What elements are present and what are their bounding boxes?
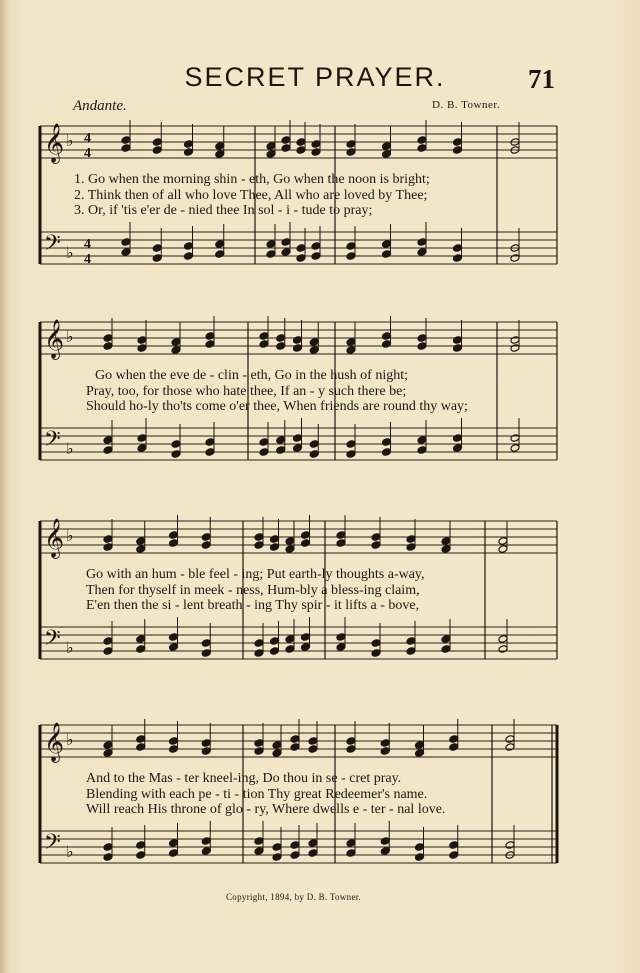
verse-3-line-2: Then for thyself in meek - ness, Hum-bly a bless-ing claim, bbox=[86, 583, 420, 598]
svg-text:♭: ♭ bbox=[66, 245, 74, 262]
svg-text:𝄞: 𝄞 bbox=[44, 518, 65, 558]
verse-2-line-1: Go when the eve de - clin - eth, Go in the hush of night; bbox=[95, 368, 408, 383]
verse-2-line-2: Pray, too, for those who hate thee, If an - y such there be; bbox=[86, 384, 407, 399]
svg-text:♭: ♭ bbox=[66, 528, 74, 545]
hymn-title: SECRET PRAYER. bbox=[184, 62, 446, 92]
svg-text:4: 4 bbox=[84, 237, 91, 252]
svg-text:4: 4 bbox=[84, 146, 91, 161]
svg-text:♭: ♭ bbox=[66, 732, 74, 749]
svg-text:𝄞: 𝄞 bbox=[44, 319, 65, 359]
verse-3-line-3: E'en then the si - lent breath - ing Thy spir - it lifts a - bove, bbox=[86, 598, 420, 613]
page-number: 71 bbox=[528, 64, 555, 94]
copyright-notice: Copyright, 1894, by D. B. Towner. bbox=[226, 892, 362, 902]
svg-text:𝄢: 𝄢 bbox=[44, 626, 61, 656]
verse-1-line-2: 2. Think then of all who love Thee, All who are loved by Thee; bbox=[74, 188, 428, 203]
svg-text:♭: ♭ bbox=[66, 441, 74, 458]
svg-text:𝄢: 𝄢 bbox=[44, 830, 61, 860]
svg-text:♭: ♭ bbox=[66, 133, 74, 150]
verse-4-line-3: Will reach His throne of glo - ry, Where dwells e - ter - nal love. bbox=[86, 802, 446, 817]
svg-text:𝄢: 𝄢 bbox=[44, 427, 61, 457]
verse-4-line-2: Blending with each pe - ti - tion Thy great Redeemer's name. bbox=[86, 787, 428, 802]
verse-3-line-1: Go with an hum - ble feel - ing; Put earth-ly thoughts a-way, bbox=[86, 567, 425, 582]
svg-text:♭: ♭ bbox=[66, 844, 74, 861]
svg-text:♭: ♭ bbox=[66, 329, 74, 346]
verse-2-line-3: Should ho-ly tho'ts come o'er thee, When friends are round thy way; bbox=[86, 399, 468, 414]
svg-text:𝄞: 𝄞 bbox=[44, 123, 65, 163]
composer-credit: D. B. Towner. bbox=[432, 99, 501, 111]
svg-text:𝄞: 𝄞 bbox=[44, 722, 65, 762]
tempo-marking: Andante. bbox=[73, 98, 127, 114]
svg-text:𝄢: 𝄢 bbox=[44, 231, 61, 261]
svg-text:4: 4 bbox=[84, 131, 91, 146]
verse-1-line-3: 3. Or, if 'tis e'er de - nied thee In sol - i - tude to pray; bbox=[74, 203, 373, 218]
svg-text:4: 4 bbox=[84, 252, 91, 267]
verse-4-line-1: And to the Mas - ter kneel-ing, Do thou in se - cret pray. bbox=[86, 771, 402, 786]
verse-1-line-1: 1. Go when the morning shin - eth, Go when the noon is bright; bbox=[74, 172, 430, 187]
svg-text:♭: ♭ bbox=[66, 640, 74, 657]
